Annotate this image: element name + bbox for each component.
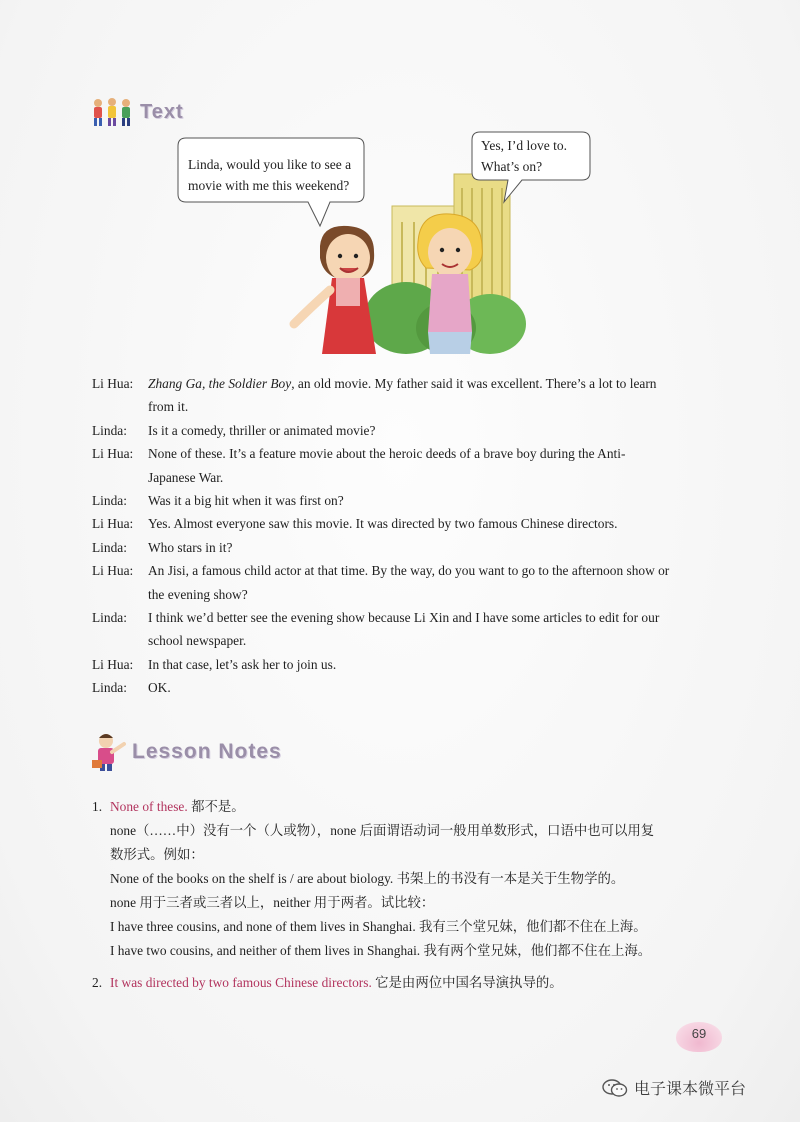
students-icon	[90, 96, 136, 128]
speech-text: Is it a comedy, thriller or animated movie?	[148, 422, 376, 438]
speech-text: OK.	[148, 680, 171, 696]
speech-text: Who stars in it?	[148, 539, 233, 555]
speech-line: school newspaper.	[148, 633, 247, 649]
speaker-name: Li Hua:	[92, 446, 134, 462]
speech-text: In that case, let’s ask her to join us.	[148, 656, 337, 672]
speaker-name: Linda:	[92, 610, 127, 626]
note-body-line: None of the books on the shelf is / are about biology. 书架上的书没有一本是关于生物学的。	[110, 871, 625, 886]
speech-text	[148, 442, 720, 489]
note-number: 2.	[92, 975, 103, 990]
note-phrase: None of these.	[110, 799, 188, 814]
right-bubble-line-2: What’s on?	[481, 159, 543, 174]
speaker-name: Li Hua:	[92, 516, 134, 532]
right-bubble-line-1: Yes, I’d love to.	[481, 138, 568, 153]
speech-text	[148, 559, 720, 606]
speaker-name: Li Hua:	[92, 656, 134, 672]
speech-text: Yes. Almost everyone saw this movie. It was directed by two famous Chinese directors.	[148, 516, 618, 532]
note-body-line: I have two cousins, and neither of them lives in Shanghai. 我有两个堂兄妹，他们都不住在上海。	[110, 943, 652, 958]
note-item	[92, 971, 732, 995]
watermark-text: 电子课本微平台	[634, 1079, 747, 1098]
lesson-notes-section	[92, 795, 732, 995]
lesson-notes-heading-label: Lesson Notes	[132, 740, 282, 763]
girl-figure	[294, 226, 376, 354]
speaker-name: Li Hua:	[92, 376, 134, 391]
dialogue-section	[92, 372, 720, 700]
watermark	[602, 1076, 746, 1099]
speaker-name: Linda:	[92, 680, 127, 696]
speaker-name: Linda:	[92, 493, 127, 509]
dialogue-line	[92, 512, 720, 535]
note-item	[92, 795, 732, 819]
dialogue-line	[92, 559, 720, 606]
note-number: 1.	[92, 799, 103, 814]
page-number: 69	[676, 1022, 722, 1052]
text-heading-label: Text	[140, 100, 184, 123]
note-meaning: 都不是。	[187, 799, 245, 814]
note-meaning: 它是由两位中国名导演执导的。	[371, 975, 563, 990]
note-body-line: none（……中）没有一个（人或物），none 后面谓语动词一般用单数形式，口语中也可以用复	[110, 823, 655, 838]
speech-text: Was it a big hit when it was first on?	[148, 493, 344, 509]
text-section-heading	[90, 96, 184, 128]
dialogue-illustration	[170, 128, 610, 364]
movie-title: Zhang Ga, the Soldier Boy	[148, 376, 292, 391]
speech-text	[148, 606, 720, 653]
left-bubble-line-2: movie with me this weekend?	[188, 178, 350, 193]
dialogue-line	[92, 489, 720, 512]
speech-line: , an old movie. My father said it was excellent. There’s a lot to learn	[291, 376, 657, 391]
note-body-line: I have three cousins, and none of them lives in Shanghai. 我有三个堂兄妹，他们都不住在上海。	[110, 919, 647, 934]
speech-line: An Jisi, a famous child actor at that time. By the way, do you want to go to the afternoon show or	[148, 563, 670, 579]
note-phrase: It was directed by two famous Chinese directors.	[110, 975, 372, 990]
dialogue-line	[92, 653, 720, 676]
speaker-name: Linda:	[92, 539, 127, 555]
speaker-name: Li Hua:	[92, 563, 134, 579]
speech-text	[148, 372, 720, 419]
note-body-line: none 用于三者或三者以上，neither 用于两者。试比较：	[110, 895, 435, 910]
left-bubble-line-1: Linda, would you like to see a	[188, 157, 352, 172]
dialogue-line	[92, 536, 720, 559]
note-body-line: 数形式。例如：	[110, 847, 204, 862]
lesson-notes-heading	[92, 732, 282, 772]
speech-line: I think we’d better see the evening show because Li Xin and I have some articles to edit for our	[148, 610, 660, 626]
speech-line: from it.	[148, 399, 189, 415]
dialogue-line	[92, 676, 720, 699]
speaker-name: Linda:	[92, 422, 127, 438]
dialogue-line	[92, 606, 720, 653]
dialogue-line	[92, 419, 720, 442]
teacher-icon	[92, 732, 126, 772]
note-body	[92, 819, 732, 963]
dialogue-line	[92, 372, 720, 419]
speech-line: Japanese War.	[148, 469, 224, 485]
wechat-icon	[602, 1078, 628, 1098]
speech-line: the evening show?	[148, 586, 248, 602]
dialogue-line	[92, 442, 720, 489]
speech-line: None of these. It’s a feature movie about the heroic deeds of a brave boy during the Anti-	[148, 446, 626, 462]
